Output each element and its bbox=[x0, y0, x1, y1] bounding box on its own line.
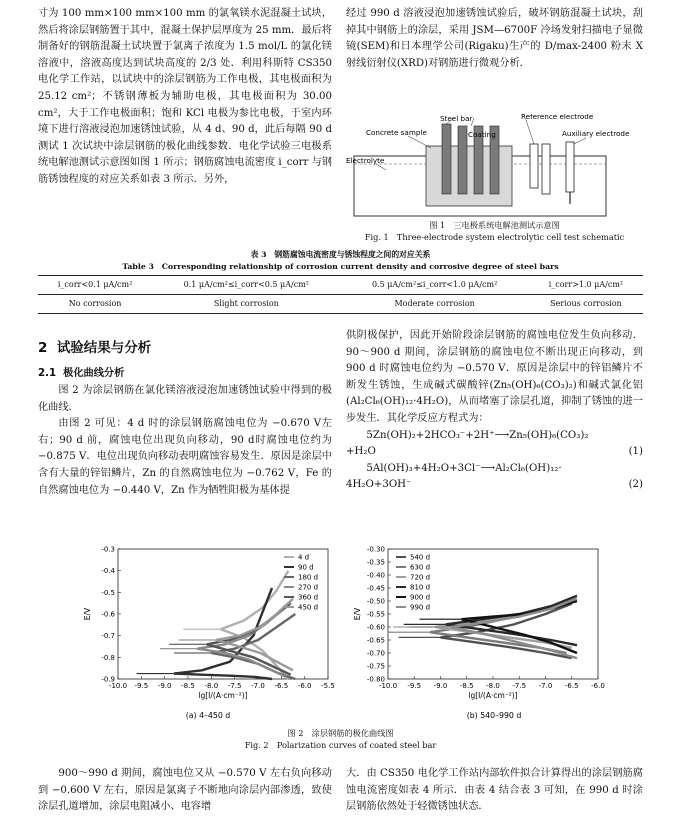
table-header-cell: i_corr>1.0 μA/cm² bbox=[529, 276, 643, 295]
figure-1-caption bbox=[346, 219, 643, 243]
x-tick-label: -9.0 bbox=[433, 682, 448, 690]
caption-en: Fig. 2 Polarization curves of coated steel bar bbox=[244, 740, 437, 750]
chart-a bbox=[83, 546, 335, 701]
table-row bbox=[38, 295, 643, 314]
chart-b bbox=[353, 546, 605, 701]
caption-cn: 图 2 涂层钢筋的极化曲线图 bbox=[287, 728, 394, 738]
x-tick-label: -7.0 bbox=[251, 682, 265, 690]
equation-2-line-2 bbox=[346, 477, 643, 494]
paragraph: 图 2 为涂层钢筋在氯化镁溶液浸泡加速锈蚀试验中得到的极化曲线． bbox=[38, 385, 332, 413]
x-tick-label: -6.0 bbox=[591, 682, 605, 690]
steel-bar-shape bbox=[458, 126, 467, 194]
table-3-grid bbox=[38, 275, 643, 314]
subsection-number: 2.1 bbox=[38, 368, 57, 379]
x-tick-label: -6.0 bbox=[297, 682, 312, 690]
figure-2-caption bbox=[38, 727, 643, 751]
x-tick-label: -8.0 bbox=[204, 682, 219, 690]
label-steel-bar: Steel bar bbox=[440, 114, 473, 123]
label-coating: Coating bbox=[468, 130, 496, 139]
right-column-top bbox=[346, 6, 643, 72]
series-line-anodic bbox=[221, 571, 289, 630]
y-tick-label: -0.7 bbox=[101, 632, 115, 641]
y-tick-label: -0.8 bbox=[101, 653, 115, 662]
paragraph: 900～990 d 期间，腐蚀电位又从 −0.570 V 左右负向移动到 −0.600 V 左右，原因是氯离子不断地向涂层内部渗透，致使涂层孔道增加，涂层电阻减小、电容增 bbox=[38, 768, 332, 813]
legend-label: 810 d bbox=[410, 583, 431, 592]
table-caption-cn: 表 3 钢筋腐蚀电流密度与锈蚀程度之间的对应关系 bbox=[250, 250, 431, 259]
legend-label: 90 d bbox=[298, 563, 314, 572]
x-tick-label: -6.5 bbox=[274, 682, 289, 690]
x-tick-label: -9.5 bbox=[134, 682, 149, 690]
legend-label: 180 d bbox=[298, 573, 319, 582]
right-column-bottom bbox=[346, 766, 643, 816]
section-title: 试验结果与分析 bbox=[56, 340, 152, 356]
label-reference-electrode: Reference electrode bbox=[521, 114, 594, 121]
left-column-bottom bbox=[38, 766, 332, 816]
y-tick-label: -0.80 bbox=[366, 675, 385, 684]
left-column-middle bbox=[38, 383, 332, 499]
y-tick-label: -0.40 bbox=[366, 571, 385, 580]
legend-label: 270 d bbox=[298, 583, 319, 592]
left-column-top bbox=[38, 6, 332, 189]
paragraph: 由图 2 可见：4 d 时的涂层钢筋腐蚀电位为 −0.670 V左右；90 d 前，腐蚀电位出现负向移动，90 d时腐蚀电位约为 −0.875 V．电位出现负向移动表明腐蚀容易发生．原因是涂层中含有大量的锌铝鳞片，Zn 的自然腐蚀电位为 −0.762 V，Fe 的自然腐蚀电位为 −0.440 V，Zn 作为牺牲阳极为基体提 bbox=[38, 418, 332, 496]
y-tick-label: -0.45 bbox=[366, 584, 385, 593]
table-cell: Moderate corrosion bbox=[340, 295, 528, 314]
label-concrete-sample: Concrete sample bbox=[366, 128, 427, 137]
y-tick-label: -0.4 bbox=[101, 567, 115, 576]
table-header-row bbox=[38, 276, 643, 295]
x-axis-label: lg[I/(A·cm⁻²)] bbox=[468, 691, 518, 700]
x-tick-label: -5.5 bbox=[321, 682, 335, 690]
y-tick-label: -0.35 bbox=[366, 558, 385, 567]
y-tick-label: -0.75 bbox=[366, 662, 385, 671]
x-tick-label: -8.5 bbox=[459, 682, 474, 690]
label-electrolyte: Electrolyte bbox=[346, 156, 385, 165]
x-tick-label: -8.5 bbox=[181, 682, 195, 690]
y-tick-label: -0.6 bbox=[101, 610, 115, 619]
y-tick-label: -0.60 bbox=[366, 623, 385, 632]
x-tick-label: -8.0 bbox=[486, 682, 500, 690]
x-tick-label: -6.5 bbox=[564, 682, 579, 690]
auxiliary-electrode-shape bbox=[566, 142, 574, 192]
series-line-anodic bbox=[197, 605, 286, 648]
paragraph: 供阴极保护，因此开始阶段涂层钢筋的腐蚀电位发生负向移动．90～900 d 期间，涂层钢筋的腐蚀电位不断出现正向移动，到 900 d 时腐蚀电位约为 −0.570 V．原因是涂层中的锌铝鳞片不断发生锈蚀，生成碱式碳酸锌(Zn₅(OH)₆(CO₃)₂)和碱式氯化铝(Al₂Cl₆(OH)₁₂·4H₂O)，从而堵塞了涂层孔道，抑制了锈蚀的进一步发生．其化学反应方程式为： bbox=[346, 330, 643, 424]
paragraph: 大．由 CS350 电化学工作站内部软件拟合计算得出的涂层钢筋腐蚀电流密度如表 4 所示．由表 4 结合表 3 可知，在 990 d 时涂层钢筋依然处于轻微锈蚀状态． bbox=[346, 768, 643, 813]
equation-number: (2) bbox=[628, 479, 643, 491]
equation-number: (1) bbox=[628, 446, 643, 458]
section-number: 2 bbox=[38, 340, 48, 356]
x-tick-label: -10.0 bbox=[378, 682, 398, 690]
equation-2-tail: 4H₂O+3OH⁻ bbox=[346, 479, 412, 491]
table-3 bbox=[38, 249, 643, 314]
y-tick-label: -0.65 bbox=[366, 636, 385, 645]
x-tick-label: -9.0 bbox=[157, 682, 172, 690]
leader-line bbox=[408, 136, 431, 148]
table-header-cell: 0.5 μA/cm²≤i_corr<1.0 μA/cm² bbox=[340, 276, 528, 295]
x-tick-label: -7.5 bbox=[227, 682, 242, 690]
legend-label: 360 d bbox=[298, 593, 319, 602]
legend-label: 4 d bbox=[298, 553, 310, 562]
label-auxiliary-electrode: Auxiliary electrode bbox=[562, 129, 630, 138]
x-tick-label: -9.5 bbox=[407, 682, 422, 690]
y-tick-label: -0.5 bbox=[101, 588, 115, 597]
subfigure-a-label: (a) 4–450 d bbox=[185, 711, 231, 720]
y-axis-label: E/V bbox=[83, 607, 92, 621]
reference-electrode-shape bbox=[530, 144, 538, 188]
y-tick-label: -0.3 bbox=[101, 545, 115, 554]
legend-label: 630 d bbox=[410, 563, 431, 572]
y-tick-label: -0.30 bbox=[366, 545, 385, 554]
right-column-middle bbox=[346, 328, 643, 494]
paragraph: 寸为 100 mm×100 mm×100 mm 的氯氧镁水泥混凝土试块，然后将涂层钢筋置于其中，混凝土保护层厚度为 25 mm．最后将制备好的钢筋混凝土试块置于氯离子浓度为 1.5 mol/L 的氯化镁溶液中，溶液高度达到试块高度的 2/3 处．利用科斯特 CS350 电化学工作站，以试块中的涂层钢筋为工作电极，其电极面积为 25.12 cm²；不锈钢薄板为辅助电极，其电极面积为 30.00 cm²，大于工作电极面积；饱和 KCl 电极为参比电极，于室内环境下进行溶液浸泡加速锈蚀试验，从 4 d、90 d，此后每隔 90 d 测试 1 次试块中涂层钢筋的极化曲线参数．电化学试验三电极系统电解池测试示意图如图 1 所示；钢筋腐蚀电流密度 i_corr 与钢筋锈蚀程度的对应关系如表 3 所示．另外， bbox=[38, 8, 332, 185]
plot-frame bbox=[118, 549, 328, 679]
figure-2-charts bbox=[38, 541, 643, 736]
y-tick-label: -0.9 bbox=[101, 675, 115, 684]
table-cell: Serious corrosion bbox=[529, 295, 643, 314]
subfigure-b-label: (b) 540–990 d bbox=[466, 711, 522, 720]
equation-1-tail: +H₂O bbox=[346, 446, 376, 458]
y-tick-label: -0.55 bbox=[366, 610, 385, 619]
caption-en: Fig. 1 Three-electrode system electrolytic cell test schematic bbox=[364, 232, 625, 242]
equation-1-line-1: 5Zn(OH)₂+2HCO₃⁻+2H⁺⟶Zn₅(OH)₆(CO₃)₂ bbox=[366, 429, 589, 441]
x-tick-label: -7.5 bbox=[512, 682, 527, 690]
paragraph: 经过 990 d 溶液浸泡加速锈蚀试验后，破坏钢筋混凝土试块，刮掉其中钢筋上的涂层，采用 JSM—6700F 冷场发射扫描电子显微镜(SEM)和日本理学公司(Rigaku)生产的 D/max-2400 粉末 X 射线衍射仪(XRD)对钢筋进行微观分析． bbox=[346, 8, 643, 69]
reference-electrode-shape bbox=[542, 144, 550, 194]
series-line-anodic bbox=[207, 603, 291, 644]
x-axis-label: lg[I/(A·cm⁻²)] bbox=[198, 691, 248, 700]
legend-label: 450 d bbox=[298, 603, 319, 612]
legend-label: 990 d bbox=[410, 603, 431, 612]
subsection-heading bbox=[38, 364, 124, 379]
y-tick-label: -0.50 bbox=[366, 597, 385, 606]
x-tick-label: -7.0 bbox=[538, 682, 553, 690]
subsection-title: 极化曲线分析 bbox=[63, 368, 125, 379]
legend-label: 540 d bbox=[410, 553, 431, 562]
table-cell: Slight corrosion bbox=[152, 295, 340, 314]
y-tick-label: -0.70 bbox=[366, 649, 385, 658]
section-heading bbox=[38, 336, 151, 356]
legend-label: 900 d bbox=[410, 593, 431, 602]
table-cell: No corrosion bbox=[38, 295, 152, 314]
table-header-cell: 0.1 μA/cm²≤i_corr<0.5 μA/cm² bbox=[152, 276, 340, 295]
equation-2-line-1: 5Al(OH)₃+4H₂O+3Cl⁻⟶Al₂Cl₆(OH)₁₂· bbox=[366, 462, 562, 474]
series-line-cathodic bbox=[174, 674, 272, 679]
table-caption-en: Table 3 Corresponding relationship of corrosion current density and corrosive degree of steel bars bbox=[122, 261, 559, 271]
steel-bar-shape bbox=[442, 124, 451, 194]
caption-cn: 图 1 三电极系统电解池测试示意图 bbox=[429, 220, 560, 230]
legend-label: 720 d bbox=[410, 573, 431, 582]
y-axis-label: E/V bbox=[353, 607, 362, 621]
leader-line bbox=[574, 138, 586, 144]
table-header-cell: i_corr<0.1 μA/cm² bbox=[38, 276, 152, 295]
equation-1-line-2 bbox=[346, 444, 643, 461]
leader-line bbox=[526, 120, 534, 144]
x-tick-label: -10.0 bbox=[108, 682, 128, 690]
